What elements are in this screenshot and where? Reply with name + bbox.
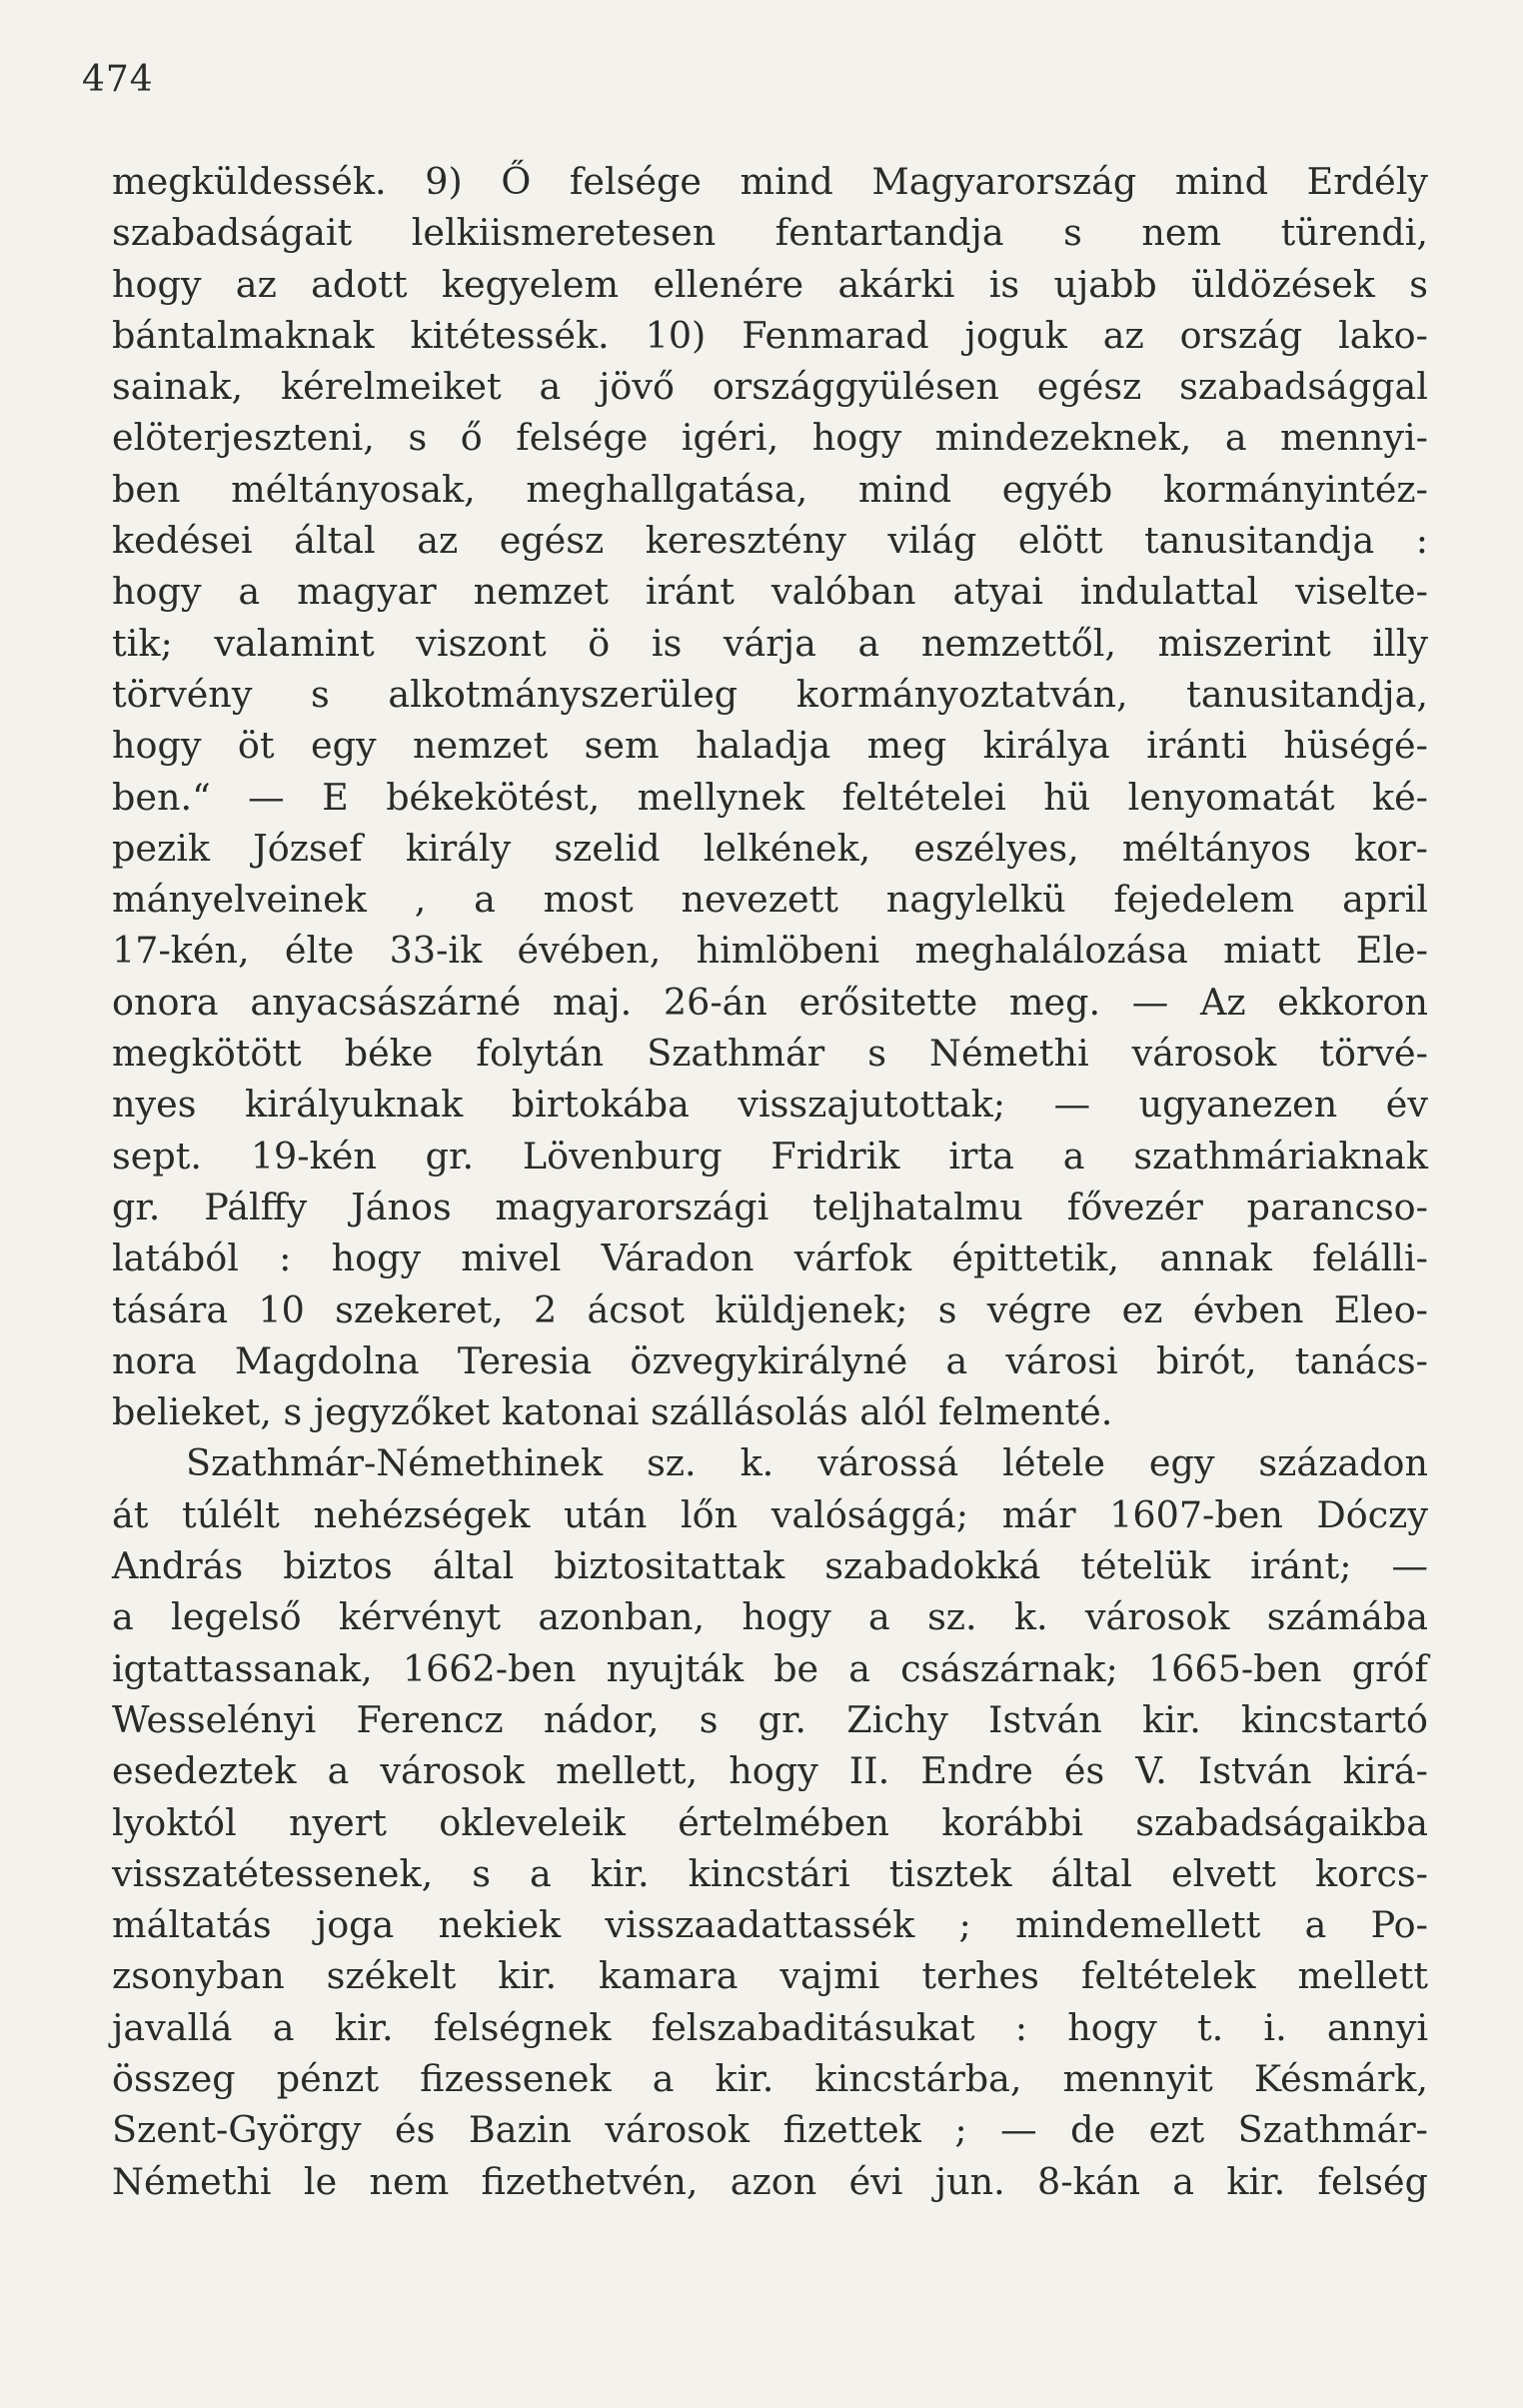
text-line: Szent-György és Bazin városok fizettek ; — de ezt Szathmár- <box>112 2108 1428 2152</box>
paragraph-start-line: Szathmár-Némethinek sz. k. várossá létele egy századon <box>186 1441 1428 1485</box>
text-line: nyes királyuknak birtokába visszajutottak; — ugyanezen év <box>112 1083 1428 1127</box>
text-line: megküldessék. 9) Ő felsége mind Magyarország mind Erdély <box>112 160 1428 203</box>
text-line: bántalmaknak kitétessék. 10) Fenmarad joguk az ország lako- <box>112 313 1428 357</box>
text-line: latából : hogy mivel Váradon várfok épittetik, annak felálli- <box>112 1236 1428 1280</box>
text-line: zsonyban székelt kir. kamara vajmi terhes feltételek mellett <box>112 1954 1428 1998</box>
text-line: máltatás joga nekiek visszaadattassék ; mindemellett a Po- <box>112 1903 1428 1947</box>
text-line: törvény s alkotmányszerüleg kormányoztatván, tanusitandja, <box>112 672 1428 716</box>
text-line: esedeztek a városok mellett, hogy II. Endre és V. István kirá- <box>112 1749 1428 1793</box>
text-line: kedései által az egész keresztény világ elött tanusitandja : <box>112 519 1428 563</box>
text-line: ben méltányosak, meghallgatása, mind egyéb kormányintéz- <box>112 467 1428 511</box>
text-line: lyoktól nyert okleveleik értelmében korábbi szabadságaikba <box>112 1800 1428 1844</box>
text-line: sainak, kérelmeiket a jövő országgyülésen egész szabadsággal <box>112 365 1428 409</box>
text-line: mányelveinek , a most nevezett nagylelkü fejedelem april <box>112 878 1428 922</box>
paragraph-end-line: belieket, s jegyzőket katonai szállásolás alól felmenté. <box>112 1390 1113 1434</box>
page-number: 474 <box>82 59 154 100</box>
text-line: tására 10 szekeret, 2 ácsot küldjenek; s végre ez évben Eleo- <box>112 1287 1428 1331</box>
text-line: András biztos által biztositattak szabadokká tételük iránt; — <box>112 1544 1428 1588</box>
text-line: Némethi le nem fizethetvén, azon évi jun. 8-kán a kir. felség <box>112 2159 1428 2203</box>
text-line: át túlélt nehézségek után lőn valósággá; már 1607-ben Dóczy <box>112 1492 1428 1536</box>
text-line: a legelső kérvényt azonban, hogy a sz. k. városok számába <box>112 1595 1428 1639</box>
text-line: elöterjeszteni, s ő felsége igéri, hogy mindezeknek, a mennyi- <box>112 416 1428 460</box>
text-line: 17-kén, élte 33-ik évében, himlöbeni meghalálozása miatt Ele- <box>112 929 1428 973</box>
text-line: nora Magdolna Teresia özvegykirályné a városi birót, tanács- <box>112 1338 1428 1382</box>
text-line: hogy öt egy nemzet sem haladja meg királya iránti hüségé- <box>112 724 1428 768</box>
text-line: pezik József király szelid lelkének, eszélyes, méltányos kor- <box>112 826 1428 870</box>
text-line: igtattassanak, 1662-ben nyujták be a császárnak; 1665-ben gróf <box>112 1646 1428 1690</box>
text-line: hogy az adott kegyelem ellenére akárki is ujabb üldözések s <box>112 262 1428 306</box>
text-line: gr. Pálffy János magyarországi teljhatalmu fővezér parancso- <box>112 1185 1428 1228</box>
text-line: javallá a kir. felségnek felszabaditásukat : hogy t. i. annyi <box>112 2005 1428 2049</box>
text-line: Wesselényi Ferencz nádor, s gr. Zichy István kir. kincstartó <box>112 1697 1428 1741</box>
text-line: összeg pénzt fizessenek a kir. kincstárba, mennyit Késmárk, <box>112 2056 1428 2100</box>
text-line: ben.“ — E békekötést, mellynek feltételei hü lenyomatát ké- <box>112 775 1428 819</box>
text-line: szabadságait lelkiismeretesen fentartandja s nem türendi, <box>112 211 1428 255</box>
text-line: visszatétessenek, s a kir. kincstári tisztek által elvett korcs- <box>112 1851 1428 1895</box>
text-line: tik; valamint viszont ö is várja a nemzettől, miszerint illy <box>112 621 1428 665</box>
page-body <box>112 156 1428 2207</box>
text-line: onora anyacsászárné maj. 26-án erősitette meg. — Az ekkoron <box>112 980 1428 1024</box>
text-line: megkötött béke folytán Szathmár s Némethi városok törvé- <box>112 1032 1428 1076</box>
text-line: sept. 19-kén gr. Lövenburg Fridrik irta a szathmáriaknak <box>112 1134 1428 1178</box>
text-line: hogy a magyar nemzet iránt valóban atyai indulattal viselte- <box>112 570 1428 614</box>
